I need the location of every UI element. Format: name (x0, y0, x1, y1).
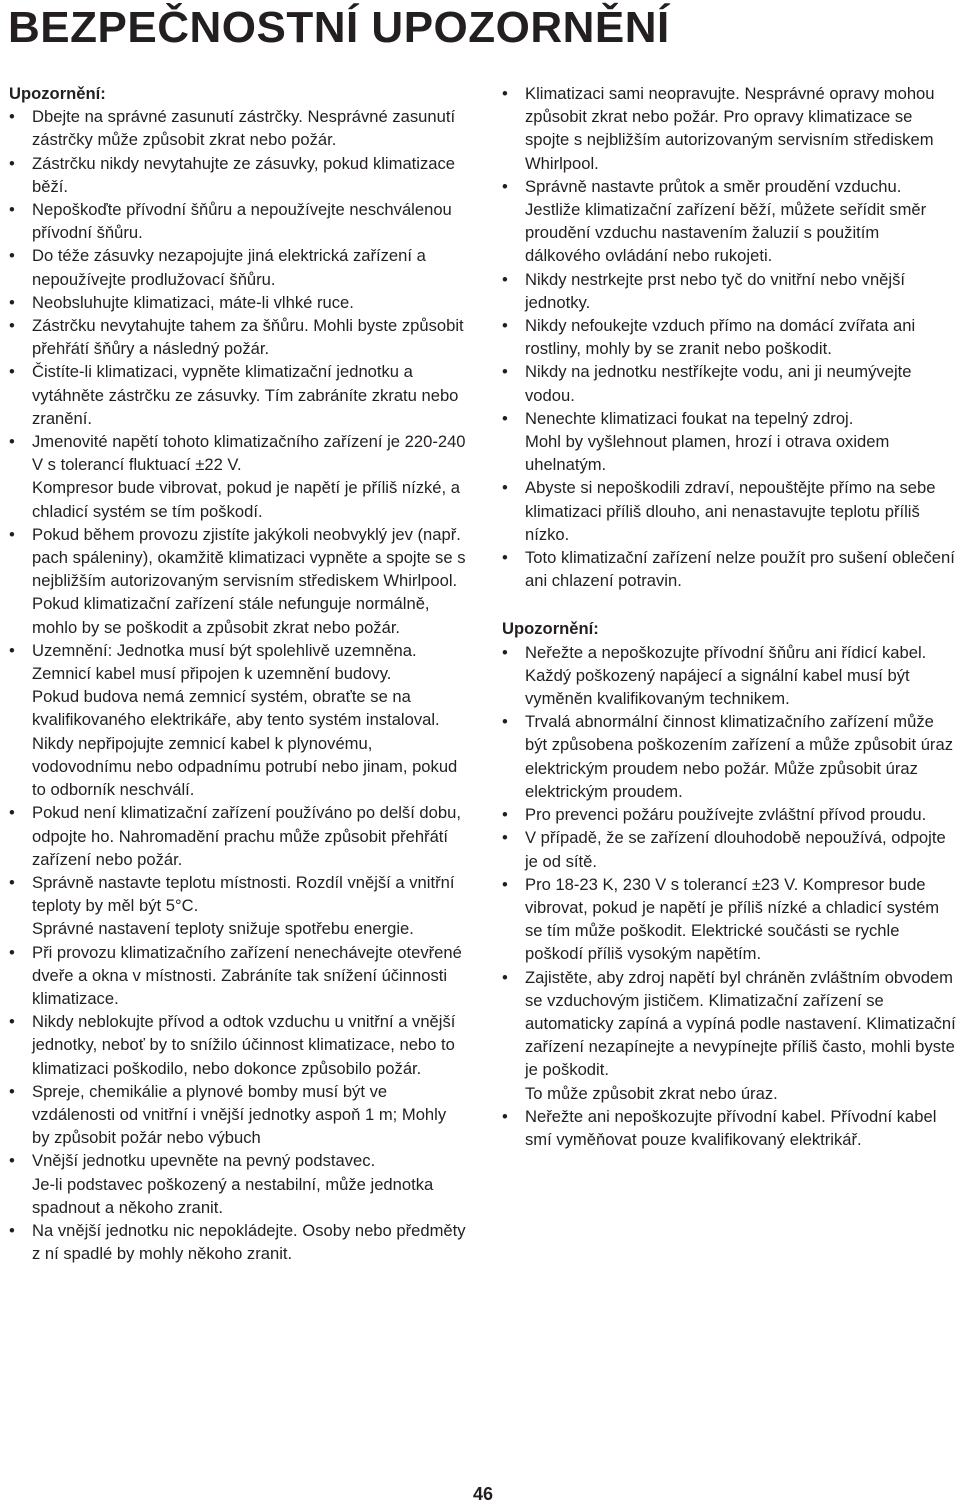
bullet-icon: • (502, 316, 508, 336)
bullet-icon: • (502, 362, 508, 382)
bullet-icon: • (502, 967, 508, 987)
list-item-text: Abyste si nepoškodili zdraví, nepouštějte přímo na sebe klimatizaci příliš dlouho, ani nenastavujte teplotu příliš nízko. (525, 478, 936, 544)
list-item-text: Správně nastavte průtok a směr proudění vzduchu. Jestliže klimatizační zařízení běží, můžete seřídit směr proudění vzduchu nastavením žaluzií s použitím dálkového ovládání nebo rukojeti. (525, 176, 927, 266)
list-item-text: Nikdy nestrkejte prst nebo tyč do vnitřní nebo vnější jednotky. (525, 269, 906, 312)
list-item-text: Neřežte a nepoškozujte přívodní šňůru ani řídicí kabel. Každý poškozený napájecí a signální kabel musí být vyměněn kvalifikovaným technikem. (525, 642, 927, 709)
warning-list-2 (502, 641, 956, 1151)
bullet-icon: • (502, 874, 508, 894)
bullet-icon: • (9, 1151, 15, 1171)
list-item (502, 314, 956, 360)
list-item (9, 198, 467, 244)
section-heading-warnings: Upozornění: (9, 84, 106, 103)
list-item-text: V případě, že se zařízení dlouhodobě nepoužívá, odpojte je od sítě. (525, 828, 946, 871)
list-item-text: Správně nastavte teplotu místnosti. Rozdíl vnější a vnitřní teploty by měl být 5°C. (32, 872, 455, 916)
list-item (502, 1105, 956, 1151)
list-item (9, 801, 467, 871)
list-item-text: Pokud během provozu zjistíte jakýkoli neobvyklý jev (např. pach spáleniny), okamžitě klimatizaci vypněte a spojte se s nejbližším autorizovaným servisním střediskem Whirlpool. (32, 524, 466, 591)
list-item (502, 175, 956, 268)
list-item-text: Vnější jednotku upevněte na pevný podstavec. (32, 1151, 376, 1171)
list-item-text: Pro prevenci požáru používejte zvláštní přívod proudu. (525, 805, 927, 825)
list-item-text: Nikdy na jednotku nestříkejte vodu, ani ji neumývejte vodou. (525, 362, 912, 405)
list-item (9, 1149, 467, 1219)
bullet-icon: • (9, 292, 15, 312)
list-item-text: Pokud klimatizační zařízení stále nefunguje normálně, mohlo by se poškodit a způsobit zkrat nebo požár. (32, 594, 430, 637)
list-item (9, 314, 467, 360)
bullet-icon: • (9, 362, 15, 382)
bullet-icon: • (9, 640, 15, 660)
list-item (9, 871, 467, 941)
page-title: BEZPEČNOSTNÍ UPOZORNĚNÍ (8, 3, 670, 52)
list-item (9, 291, 467, 314)
bullet-icon: • (9, 803, 15, 823)
warning-list (9, 105, 467, 1265)
bullet-icon: • (502, 84, 508, 103)
list-item (9, 523, 467, 639)
list-item (9, 430, 467, 523)
bullet-icon: • (9, 200, 15, 220)
bullet-icon: • (9, 1220, 15, 1240)
list-item-text: Nikdy neblokujte přívod a odtok vzduchu u vnitřní a vnější jednotky, neboť by to snížilo účinnost klimatizace, nebo to klimatizaci poškodilo, nebo dokonce způsobilo požár. (32, 1012, 456, 1078)
list-item-text: Neobsluhujte klimatizaci, máte-li vlhké ruce. (32, 292, 354, 312)
bullet-icon: • (502, 548, 508, 568)
list-item (9, 941, 467, 1011)
list-item-text: Trvalá abnormální činnost klimatizačního zařízení může být způsobena poškozením zařízení a může způsobit úraz elektrickým proudem nebo požár. Může způsobit úraz elektrickým proudem. (525, 712, 953, 801)
list-item (9, 1219, 467, 1265)
list-item (9, 152, 467, 198)
bullet-icon: • (502, 408, 508, 428)
list-item-text: Je-li podstavec poškozený a nestabilní, může jednotka spadnout a někoho zranit. (32, 1174, 434, 1217)
list-item-text: Pro 18-23 K, 230 V s tolerancí ±23 V. Kompresor bude vibrovat, pokud je napětí je příliš nízké a chladicí systém se tím může poškodit. Elektrické součásti se rychle poškodí příliš vysokým napětím. (525, 874, 940, 964)
list-item (502, 360, 956, 406)
section-heading-warnings-2: Upozornění: (502, 619, 599, 639)
list-item-text: Při provozu klimatizačního zařízení nenechávejte otevřené dveře a okna v místnosti. Zabráníte tak snížení účinnosti klimatizace. (32, 942, 462, 1008)
list-item (9, 1010, 467, 1080)
list-item (502, 407, 956, 477)
bullet-icon: • (502, 828, 508, 848)
bullet-icon: • (9, 524, 15, 544)
list-item-text: Toto klimatizační zařízení nelze použít pro sušení oblečení ani chlazení potravin. (525, 548, 955, 591)
list-item-text: Pokud není klimatizační zařízení používáno po delší dobu, odpojte ho. Nahromadění prachu může způsobit přehřátí zařízení nebo požár. (32, 803, 461, 869)
bullet-icon: • (502, 642, 508, 662)
bullet-icon: • (9, 872, 15, 892)
bullet-icon: • (9, 316, 15, 336)
list-item-text: Klimatizaci sami neopravujte. Nesprávné opravy mohou způsobit zkrat nebo požár. Pro opravy klimatizace se spojte s nejbližším autorizovaným servisním střediskem Whirlpool. (525, 84, 935, 173)
list-item-text: Zástrčku nevytahujte tahem za šňůru. Mohli byste způsobit přehřátí šňůry a následný požár. (32, 316, 464, 359)
list-item-text: Zajistěte, aby zdroj napětí byl chráněn zvláštním obvodem se vzduchovým jističem. Klimatizační zařízení se automaticky zapíná a vypíná podle nastavení. Klimatizační zařízení nezapínejte a nevypínejte příliš často, mohli byste je poškodit. (525, 967, 956, 1080)
list-item-text: Do téže zásuvky nezapojujte jiná elektrická zařízení a nepoužívejte prodlužovací šňůru. (32, 246, 426, 289)
list-item-text: Nepoškoďte přívodní šňůru a nepoužívejte neschválenou přívodní šňůru. (32, 200, 452, 243)
list-item-text: Kompresor bude vibrovat, pokud je napětí je příliš nízké, a chladicí systém se tím poškodí. (32, 478, 460, 521)
bullet-icon: • (9, 942, 15, 962)
list-item (502, 826, 956, 872)
list-item (9, 639, 467, 801)
list-item (502, 966, 956, 1105)
safety-list (502, 82, 956, 592)
bullet-icon: • (9, 1081, 15, 1101)
list-item-text: Nenechte klimatizaci foukat na tepelný zdroj. (525, 408, 854, 428)
list-item (9, 1080, 467, 1150)
left-column (9, 82, 467, 1265)
list-item (502, 710, 956, 803)
bullet-icon: • (9, 1012, 15, 1032)
list-item (502, 476, 956, 546)
list-item (502, 546, 956, 592)
list-item-text: Správné nastavení teploty snižuje spotřebu energie. (32, 919, 414, 939)
bullet-icon: • (9, 432, 15, 452)
bullet-icon: • (9, 246, 15, 266)
list-item-text: Na vnější jednotku nic nepokládejte. Osoby nebo předměty z ní spadlé by mohly někoho zranit. (32, 1220, 466, 1264)
list-item (9, 360, 467, 430)
bullet-icon: • (502, 176, 508, 196)
list-item-text: Čistíte-li klimatizaci, vypněte klimatizační jednotku a vytáhněte zástrčku ze zásuvky. Tím zabráníte zkratu nebo zranění. (32, 362, 459, 428)
list-item-text: Mohl by vyšlehnout plamen, hrozí i otrava oxidem uhelnatým. (525, 432, 890, 475)
list-item (502, 82, 956, 175)
page-number: 46 (472, 1484, 494, 1504)
list-item-text: Spreje, chemikálie a plynové bomby musí být ve vzdálenosti od vnitřní i vnější jednotky aspoň 1 m; Mohly by způsobit požár nebo výbuch (32, 1081, 447, 1148)
list-item-text: Neřežte ani nepoškozujte přívodní kabel. Přívodní kabel smí vyměňovat pouze kvalifikovaný elektrikář. (525, 1106, 937, 1149)
bullet-icon: • (502, 1106, 508, 1126)
list-item-text: Jmenovité napětí tohoto klimatizačního zařízení je 220-240 V s tolerancí fluktuací ±22 V. (32, 432, 466, 475)
list-item-text: To může způsobit zkrat nebo úraz. (525, 1083, 778, 1103)
list-item-text: Nikdy nefoukejte vzduch přímo na domácí zvířata ani rostliny, mohly by se zranit nebo poškodit. (525, 316, 916, 359)
list-item (502, 873, 956, 966)
bullet-icon: • (502, 269, 508, 289)
list-item (502, 803, 956, 826)
list-item-text: Zástrčku nikdy nevytahujte ze zásuvky, pokud klimatizace běží. (32, 153, 456, 196)
list-item (502, 268, 956, 314)
bullet-icon: • (9, 107, 15, 127)
list-item (502, 641, 956, 711)
list-item-text: Dbejte na správné zasunutí zástrčky. Nesprávné zasunutí zástrčky může způsobit zkrat nebo požár. (32, 107, 456, 150)
bullet-icon: • (9, 153, 15, 173)
bullet-icon: • (502, 478, 508, 498)
list-item (9, 244, 467, 290)
list-item-text: Pokud budova nemá zemnicí systém, obraťte se na kvalifikovaného elektrikáře, aby tento systém instaloval. Nikdy nepřipojujte zemnicí kabel k plynovému, vodovodnímu nebo odpadnímu potrubí nebo jinam, pokud to odborník neschválí. (32, 687, 458, 800)
list-item (9, 105, 467, 151)
bullet-icon: • (502, 805, 508, 825)
bullet-icon: • (502, 712, 508, 732)
list-item-text: Uzemnění: Jednotka musí být spolehlivě uzemněna. Zemnicí kabel musí připojen k uzemnění budovy. (32, 640, 417, 684)
right-column (502, 82, 956, 1151)
